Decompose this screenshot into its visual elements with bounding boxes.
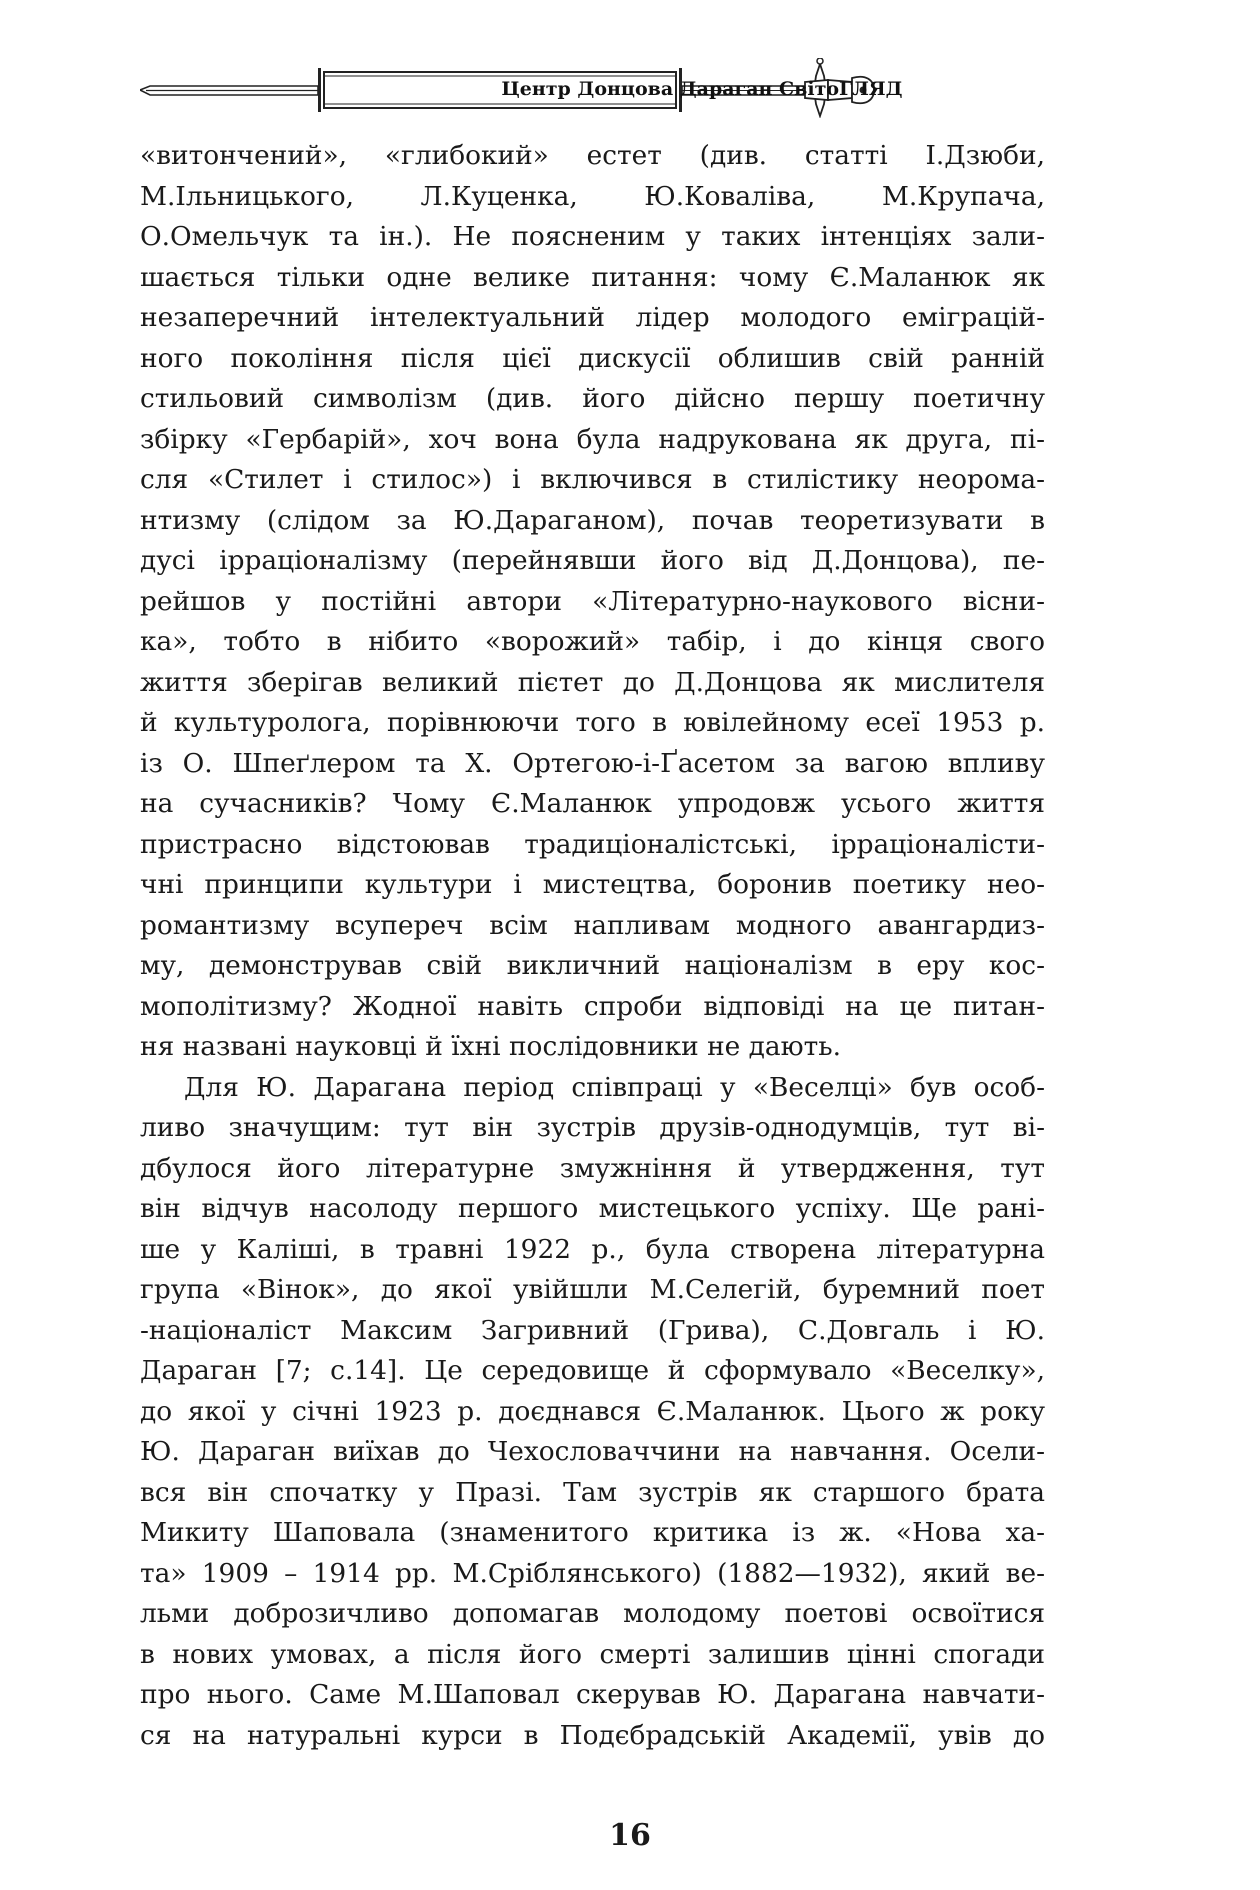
text-line: дбулося його літературне змужніння й утвердження, тут <box>140 1152 1045 1184</box>
text-line: Микиту Шаповала (знаменитого критика із ж. «Нова ха- <box>140 1517 1045 1548</box>
text-line: він відчув насолоду першого мистецького успіху. Ще рані- <box>140 1193 1045 1224</box>
text-line: група «Вінок», до якої увійшли М.Селегій, буремний поет <box>140 1274 1045 1305</box>
text-line: нтизму (слідом за Ю.Дараганом), почав теоретизувати в <box>140 504 1045 536</box>
text-line: ка», тобто в нібито «ворожий» табір, і до кінця свого <box>140 626 1045 657</box>
text-line: й культуролога, порівнюючи того в ювілейному есеї 1953 р. <box>140 707 1045 738</box>
page-number: 16 <box>609 1818 651 1853</box>
text-line: шається тільки одне велике питання: чому Є.Маланюк як <box>140 261 1045 293</box>
paragraph <box>140 136 1045 1068</box>
text-line: М.Ільницького, Л.Куценка, Ю.Коваліва, М.Крупача, <box>140 180 1045 212</box>
text-line: про нього. Саме М.Шаповал скерував Ю. Дарагана навчати- <box>140 1679 1045 1710</box>
text-line: ня названі науковці й їхні послідовники не дають. <box>140 1031 841 1062</box>
text-line: чні принципи культури і мистецтва, боронив поетику нео- <box>140 869 1045 900</box>
text-line: «витончений», «глибокий» естет (див. статті І.Дзюби, <box>140 140 1045 171</box>
text-line: мополітизму? Жодної навіть спроби відповіді на це питан- <box>140 990 1045 1022</box>
text-line: збірку «Гербарій», хоч вона була надрукована як друга, пі- <box>140 423 1045 455</box>
paragraph <box>140 1068 1045 1757</box>
text-line: Для Ю. Дарагана період співпраці у «Веселці» був особ- <box>184 1071 1045 1103</box>
text-line: життя зберігав великий пієтет до Д.Донцова як мислителя <box>140 666 1045 698</box>
text-line: му, демонстрував свій викличний націоналізм в еру кос- <box>140 950 1045 981</box>
text-line: вся він спочатку у Празі. Там зустрів як старшого брата <box>140 1476 1045 1508</box>
text-line: Ю. Дараган виїхав до Чехословаччини на навчання. Осели- <box>140 1436 1045 1467</box>
text-line: О.Омельчук та ін.). Не поясненим у таких інтенціях зали- <box>140 221 1045 252</box>
text-line: дусі ірраціоналізму (перейнявши його від Д.Донцова), пе- <box>140 545 1045 576</box>
text-line: ного покоління після цієї дискусії облишив свій ранній <box>140 342 1045 374</box>
text-line: ше у Каліші, в травні 1922 р., була створена літературна <box>140 1233 1045 1265</box>
text-line: пристрасно відстоював традиціоналістські, ірраціоналісти- <box>140 828 1045 860</box>
text-line: незаперечний інтелектуальний лідер молодого еміграцій- <box>140 302 1045 333</box>
text-line: та» 1909 – 1914 рр. М.Сріблянського) (1882—1932), який ве- <box>140 1557 1045 1589</box>
text-line: до якої у січні 1923 р. доєднався Є.Маланюк. Цього ж року <box>140 1395 1045 1427</box>
header-title: Центр Донцова Дараган СвітоГЛЯД <box>501 78 903 100</box>
running-header <box>140 58 1045 118</box>
text-line: із О. Шпеґлером та Х. Ортегою-і-Ґасетом за вагою впливу <box>140 747 1045 779</box>
text-line: ливо значущим: тут він зустрів друзів-однодумців, тут ві- <box>140 1112 1045 1143</box>
text-line: -націоналіст Максим Загривний (Грива), С.Довгаль і Ю. <box>140 1314 1045 1346</box>
text-line: льми доброзичливо допомагав молодому поетові освоїтися <box>140 1598 1045 1629</box>
text-line: рейшов у постійні автори «Літературно-наукового вісни- <box>140 585 1045 617</box>
text-line: сля «Стилет і стилос») і включився в стилістику неорома- <box>140 464 1045 495</box>
text-line: на сучасників? Чому Є.Маланюк упродовж усього життя <box>140 788 1045 819</box>
text-line: ся на натуральні курси в Подєбрадській Академії, увів до <box>140 1719 1045 1751</box>
text-line: в нових умовах, а після його смерті залишив цінні спогади <box>140 1638 1045 1670</box>
text-line: романтизму всупереч всім напливам модного авангардиз- <box>140 909 1045 941</box>
text-line: Дараган [7; с.14]. Це середовище й сформувало «Веселку», <box>140 1355 1045 1386</box>
page-body <box>140 136 1045 1756</box>
text-line: стильовий символізм (див. його дійсно першу поетичну <box>140 383 1045 414</box>
